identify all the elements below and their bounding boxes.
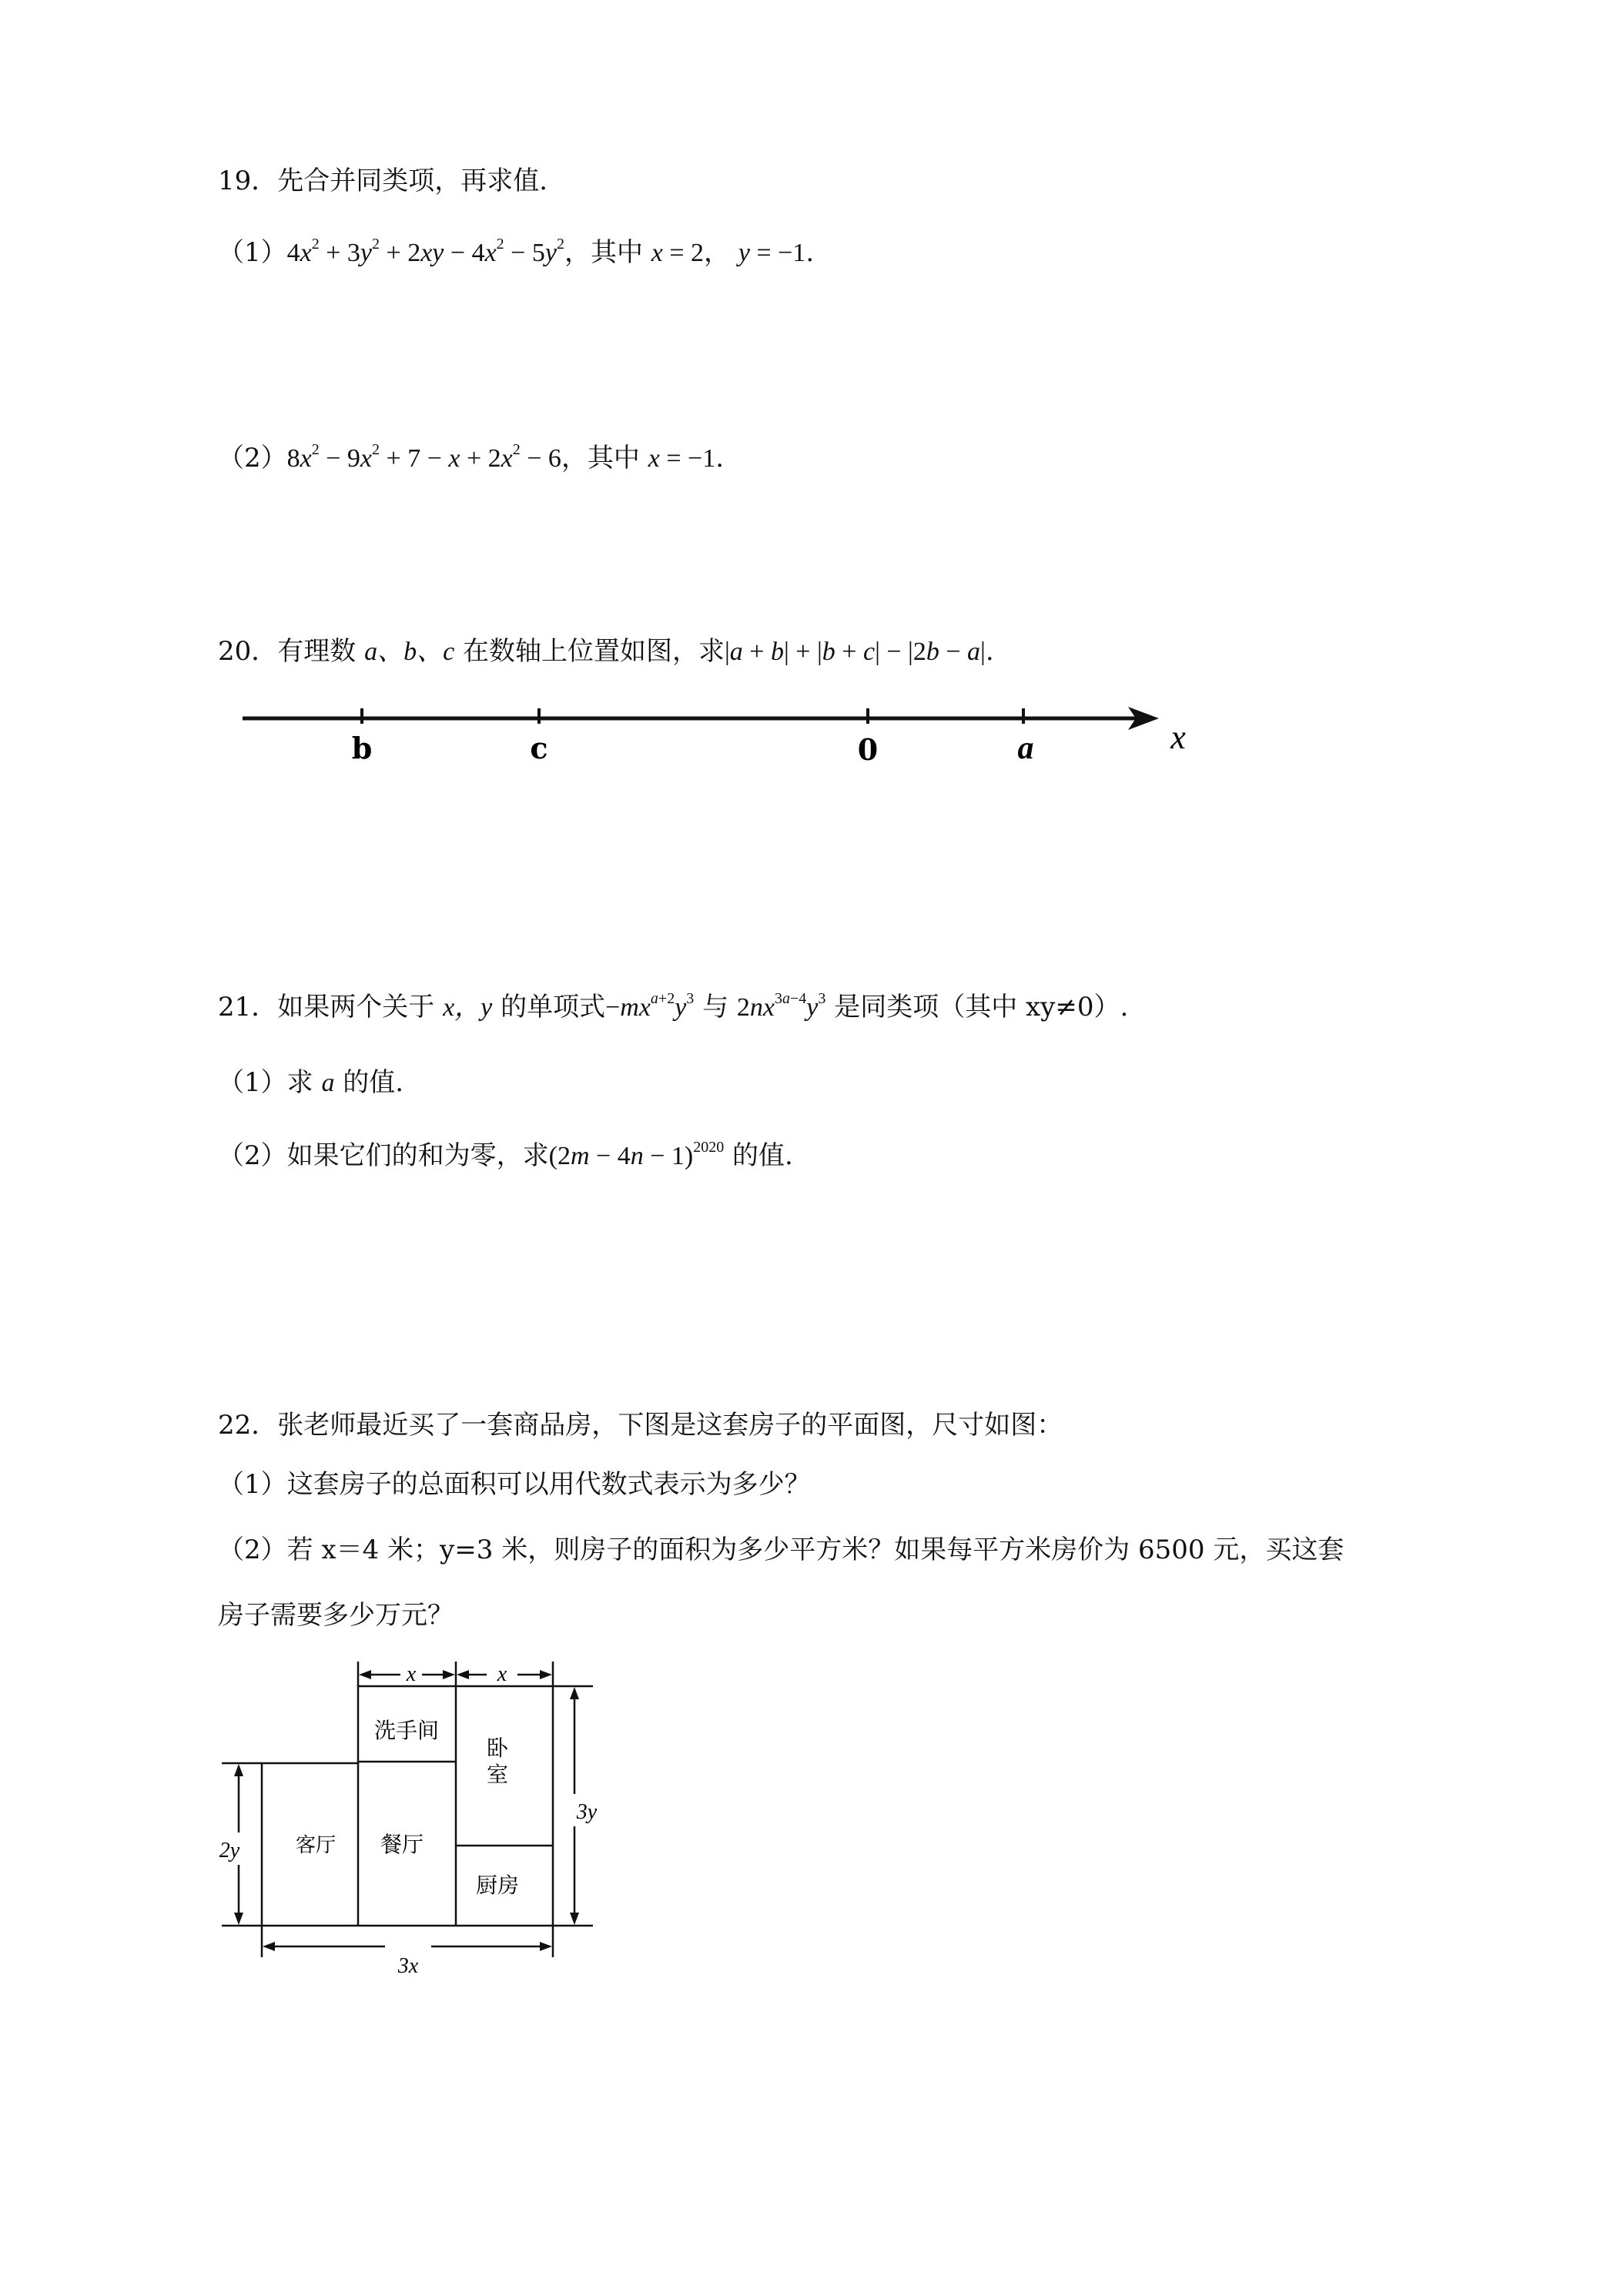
arrow-icon [540, 1942, 552, 1951]
q21-part2-prefix: （2）如果它们的和为零，求 [218, 1140, 549, 1171]
q21-part2-expression: $(2m - 4n - 1)^{2020}$ [548, 1138, 725, 1170]
arrow-icon [263, 1942, 275, 1951]
q21-part2 [218, 1138, 793, 1174]
label-b: b [351, 731, 373, 765]
q19-part1-separator: ， [704, 237, 731, 268]
q21-variables: x，y [443, 993, 493, 1022]
q21-title-end: 是同类项（其中 xy≠0）. [834, 992, 1129, 1022]
arrow-icon [570, 1687, 579, 1699]
q20-text-middle: 在数轴上位置如图，求 [462, 636, 725, 667]
q21-title-middle: 的单项式 [501, 992, 606, 1022]
q21-part1 [218, 1065, 403, 1101]
q21-part2-end: 的值. [732, 1140, 793, 1171]
dim-left: 2y [219, 1839, 240, 1863]
floor-plan-diagram [208, 1655, 647, 1979]
number-line [231, 693, 1232, 778]
label-c: c [530, 731, 548, 765]
q19-part1-condition-y: y = −1 [738, 239, 806, 267]
dim-right: 3y [576, 1800, 598, 1824]
room-bedroom-top: 卧 [486, 1735, 509, 1761]
dim-top-left: x [406, 1662, 417, 1686]
q21-title-prefix: 21．如果两个关于 [218, 992, 435, 1022]
q22-title: 22．张老师最近买了一套商品房，下图是这套房子的平面图，尺寸如图： [218, 1410, 1063, 1441]
room-kitchen: 厨房 [475, 1873, 520, 1898]
q21-part1-prefix: （1）求 [218, 1067, 313, 1098]
q19-part1-number: （1） [218, 237, 287, 268]
q19-part2 [218, 440, 724, 477]
q22-part2-line1: （2）若 x＝4 米；y=3 米，则房子的面积为多少平方米？如果每平方米房价为 6500 元，买这套 [218, 1535, 1344, 1565]
q21-question [218, 989, 1128, 1026]
q19-part2-number: （2） [218, 443, 287, 474]
arrow-icon [457, 1670, 469, 1679]
q19-part2-end: . [715, 443, 725, 474]
arrow-icon [443, 1670, 455, 1679]
q20-expression: |a + b| + |b + c| − |2b − a| [724, 638, 986, 666]
arrow-icon [234, 1913, 243, 1925]
label-zero: 0 [857, 732, 879, 767]
q22-part2-line2: 房子需要多少万元？ [218, 1600, 454, 1631]
dim-bottom: 3x [397, 1954, 419, 1978]
arrow-icon [540, 1670, 552, 1679]
q19-part1-condition-x: x = 2 [651, 239, 705, 267]
label-a: a [1017, 731, 1034, 766]
q21-part1-variable: a [321, 1069, 335, 1097]
arrow-icon [359, 1670, 371, 1679]
q21-monomial-1: $-mx^{a+2}y^3$ [605, 989, 695, 1022]
q20-question [218, 634, 994, 670]
room-bedroom-bottom: 室 [486, 1762, 509, 1787]
q20-end: . [985, 636, 994, 667]
q19-title: 19．先合并同类项，再求值. [218, 166, 548, 196]
q19-part1 [218, 235, 814, 271]
q22-part1: （1）这套房子的总面积可以用代数式表示为多少？ [218, 1469, 811, 1500]
q19-part2-condition-prefix: ，其中 [561, 443, 640, 474]
label-x-axis: x [1170, 718, 1186, 756]
arrow-icon [570, 1913, 579, 1925]
q21-part1-end: 的值. [343, 1067, 404, 1098]
q19-part2-expression: $8x^2 - 9x^2 + 7 - x + 2x^2 - 6$ [286, 440, 561, 473]
arrow-icon [234, 1764, 243, 1776]
room-bathroom: 洗手间 [373, 1718, 440, 1743]
dim-top-right: x [497, 1662, 507, 1686]
room-living: 客厅 [295, 1834, 337, 1857]
q19-part2-condition-x: x = −1 [648, 444, 716, 473]
q21-monomial-2: $2nx^{3a-4}y^3$ [736, 989, 826, 1022]
q20-text-prefix: 20．有理数 [218, 636, 357, 667]
room-dining: 餐厅 [380, 1832, 424, 1857]
q21-title-middle-2: 与 [702, 992, 729, 1022]
q20-variables: a、b、c [364, 638, 455, 666]
q19-part1-end: . [805, 237, 815, 268]
q19-part1-expression: $4x^2 + 3y^2 + 2xy - 4x^2 - 5y^2$ [286, 235, 564, 267]
q19-part1-condition-prefix: ，其中 [564, 237, 643, 268]
